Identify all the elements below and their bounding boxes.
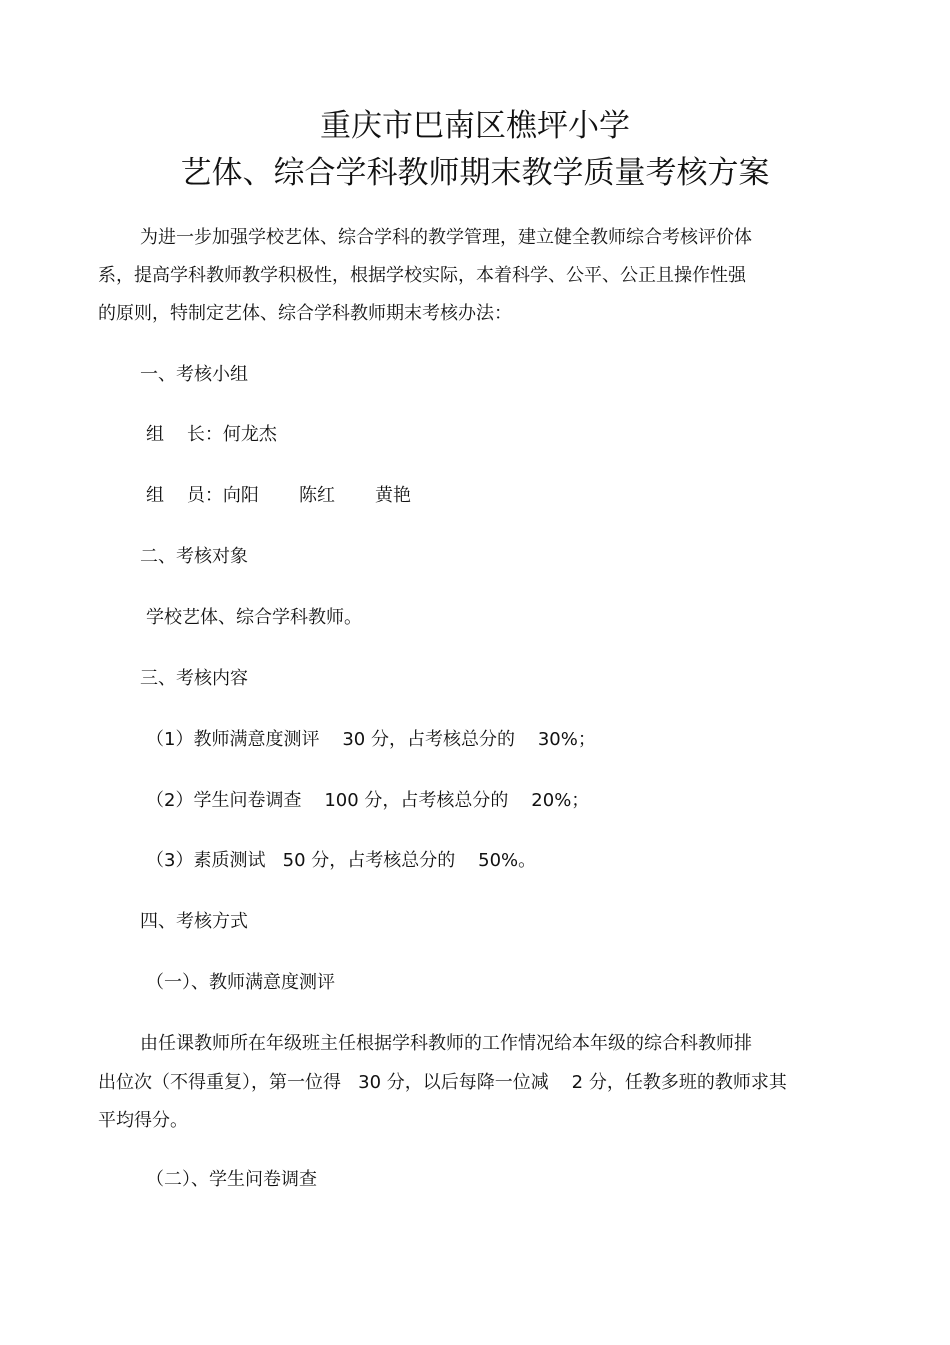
method-1-heading: （一）、教师满意度测评 — [146, 972, 335, 993]
document-title-plan: 艺体、综合学科教师期末教学质量考核方案 — [180, 155, 770, 191]
method-1-line-2: 出位次（不得重复），第一位得 30 分，以后每降一位减 2 分，任教多班的教师求其 — [98, 1072, 787, 1093]
method-1-line-3: 平均得分。 — [98, 1110, 188, 1131]
content-item-2: （2）学生问卷调查 100 分，占考核总分的 20%； — [146, 790, 590, 811]
content-item-3: （3）素质测试 50 分，占考核总分的 50%。 — [146, 850, 537, 871]
section-heading-content: 三、考核内容 — [140, 668, 248, 689]
section-heading-methods: 四、考核方式 — [140, 911, 248, 932]
intro-paragraph-line-2: 系，提高学科教师教学积极性，根据学校实际，本着科学、公平、公正且操作性强 — [98, 265, 746, 286]
group-leader: 组 长：何龙杰 — [146, 424, 277, 445]
intro-paragraph-line-3: 的原则，特制定艺体、综合学科教师期末考核办法： — [98, 303, 512, 324]
content-item-1: （1）教师满意度测评 30 分，占考核总分的 30%； — [146, 729, 596, 750]
intro-paragraph-line-1: 为进一步加强学校艺体、综合学科的教学管理，建立健全教师综合考核评价体 — [140, 227, 752, 248]
targets-content: 学校艺体、综合学科教师。 — [146, 607, 362, 628]
section-heading-group: 一、考核小组 — [140, 364, 248, 385]
document-title-school: 重庆市巴南区樵坪小学 — [320, 108, 630, 144]
method-2-heading: （二）、学生问卷调查 — [146, 1169, 317, 1190]
group-members: 组 员：向阳 陈红 黄艳 — [146, 485, 411, 506]
method-1-line-1: 由任课教师所在年级班主任根据学科教师的工作情况给本年级的综合科教师排 — [140, 1033, 752, 1054]
section-heading-targets: 二、考核对象 — [140, 546, 248, 567]
